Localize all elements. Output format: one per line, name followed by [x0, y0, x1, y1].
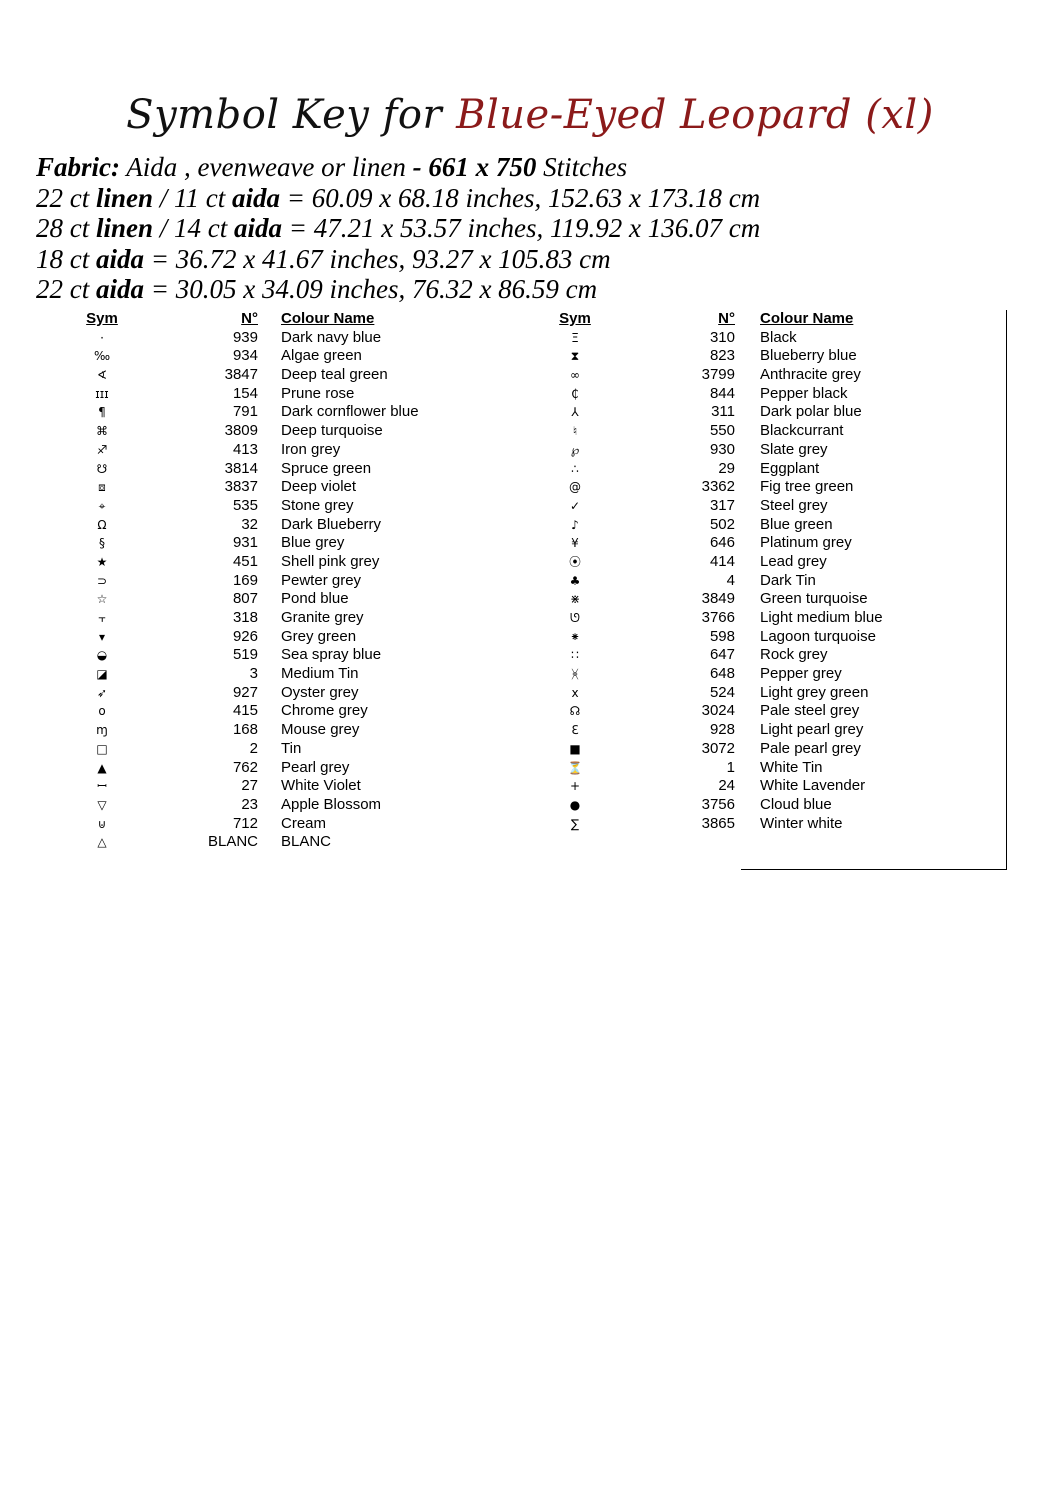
colour-name: Pale steel grey	[760, 702, 860, 720]
symbol-glyph: ℇ	[571, 723, 579, 738]
symbol-glyph: ⅄	[571, 405, 579, 420]
fabric-size-line	[36, 213, 760, 244]
thread-number: 451	[232, 552, 258, 570]
number-header: N°	[718, 310, 735, 327]
colour-name: Dark navy blue	[281, 328, 382, 346]
symbol-key-row	[0, 796, 1060, 815]
colour-name: Anthracite grey	[760, 366, 861, 384]
symbol-glyph: @	[569, 480, 581, 495]
symbol-glyph: ♪	[571, 517, 579, 532]
colour-name: Dark Blueberry	[281, 515, 382, 533]
thread-number: 930	[709, 440, 735, 458]
thread-number: 807	[232, 590, 258, 608]
thread-number: 168	[232, 721, 258, 739]
sym-header: Sym	[559, 310, 591, 327]
symbol-glyph: ᘎ	[570, 611, 580, 625]
symbol-glyph: ☋	[96, 461, 108, 476]
symbol-key-row	[0, 497, 1060, 516]
symbol-glyph: ꟷ	[97, 779, 107, 794]
fabric-size-part: 22 ct	[36, 182, 96, 213]
colour-name-header: Colour Name	[760, 310, 854, 327]
table-border-bottom	[741, 869, 1007, 870]
thread-number: 32	[241, 515, 258, 533]
fabric-size-part: = 30.05 x 34.09 inches, 76.32 x 86.59 cm	[144, 274, 598, 305]
symbol-glyph: ★	[96, 554, 108, 569]
fabric-line	[36, 152, 760, 183]
colour-name: Spruce green	[281, 459, 372, 477]
thread-number: 4	[726, 571, 735, 589]
thread-number: 169	[232, 571, 258, 589]
thread-number: 928	[709, 721, 735, 739]
symbol-glyph: ⦿	[568, 554, 581, 569]
symbol-glyph: ♮	[572, 424, 578, 439]
fabric-size-part: aida	[96, 274, 145, 305]
symbol-key-row	[0, 646, 1060, 665]
thread-number: 154	[232, 384, 258, 402]
colour-name: White Violet	[281, 777, 361, 795]
thread-number: 939	[232, 328, 258, 346]
symbol-glyph: ⧗	[570, 349, 580, 364]
thread-number: 519	[232, 646, 258, 664]
fabric-size-part: 22 ct	[36, 274, 96, 305]
symbol-key-row	[0, 702, 1060, 721]
thread-number: 23	[241, 795, 258, 813]
symbol-glyph: ¶	[98, 405, 106, 420]
table-border-right	[1006, 310, 1007, 870]
thread-number: 3766	[701, 609, 735, 626]
symbol-glyph: ⁕	[569, 629, 581, 644]
thread-number: 712	[232, 814, 258, 832]
symbol-glyph: ▽	[97, 797, 107, 812]
symbol-glyph: ♐	[96, 442, 108, 457]
symbol-glyph: ∢	[96, 368, 108, 383]
symbol-glyph: ➶	[96, 685, 108, 700]
thread-number: 844	[709, 384, 735, 402]
symbol-glyph: ●	[569, 797, 581, 812]
symbol-key-row	[0, 665, 1060, 684]
symbol-key-row	[0, 684, 1060, 703]
colour-name: Oyster grey	[281, 683, 359, 701]
symbol-key-row	[0, 422, 1060, 441]
colour-name: Light medium blue	[760, 609, 883, 626]
column-header	[0, 310, 1060, 329]
symbol-glyph: ‰	[93, 349, 111, 364]
thread-number: 3024	[701, 702, 735, 720]
thread-number: 502	[709, 515, 735, 533]
symbol-glyph: §	[99, 536, 105, 551]
fabric-size-part: 28 ct	[36, 213, 96, 244]
symbol-glyph: □	[96, 741, 108, 756]
symbol-glyph: ⏳	[567, 760, 583, 775]
colour-name: White Lavender	[760, 777, 866, 795]
symbol-glyph: ⌘	[96, 424, 108, 439]
thread-number: 524	[709, 683, 735, 701]
thread-number: 318	[232, 609, 258, 626]
symbol-glyph: ■	[569, 741, 581, 756]
fabric-size-line	[36, 183, 760, 214]
colour-name: Stone grey	[281, 496, 354, 514]
symbol-key-row	[0, 534, 1060, 553]
colour-name: Dark cornflower blue	[281, 403, 419, 421]
colour-name: Cloud blue	[760, 795, 832, 813]
size-lines	[36, 183, 760, 305]
symbol-glyph: ₵	[571, 386, 579, 401]
thread-number: 535	[232, 496, 258, 514]
symbol-key-row	[0, 609, 1060, 628]
colour-name: Blueberry blue	[760, 347, 857, 365]
colour-name: BLANC	[281, 833, 332, 851]
thread-number: 3814	[224, 459, 258, 477]
fabric-info	[36, 152, 760, 305]
thread-number: 29	[718, 459, 735, 477]
symbol-glyph: +	[569, 779, 581, 794]
thread-number: 3847	[224, 366, 258, 384]
symbol-key-row	[0, 628, 1060, 647]
symbol-glyph: ⊃	[96, 573, 108, 588]
colour-name: Deep turquoise	[281, 422, 383, 440]
fabric-size-part: 18 ct	[36, 243, 96, 274]
thread-number: 598	[709, 627, 735, 645]
right-rows	[0, 329, 1060, 834]
colour-name: Pale pearl grey	[760, 739, 861, 757]
thread-number: 3809	[224, 422, 258, 440]
thread-number: 413	[232, 440, 258, 458]
thread-number: 3849	[701, 590, 735, 608]
colour-name: Sea spray blue	[281, 646, 382, 664]
thread-number: 310	[709, 328, 735, 346]
symbol-key-row	[0, 815, 1060, 834]
symbol-key-row	[0, 590, 1060, 609]
symbol-glyph: ∑	[570, 816, 580, 831]
thread-number: 317	[709, 496, 735, 514]
colour-name: White Tin	[760, 758, 823, 776]
fabric-size-part: aida	[232, 182, 281, 213]
colour-name: Rock grey	[760, 646, 828, 664]
symbol-glyph: ☆	[96, 592, 108, 607]
symbol-key-row	[0, 740, 1060, 759]
symbol-glyph: Ω	[97, 517, 107, 532]
symbol-key-row	[0, 721, 1060, 740]
symbol-glyph: ⌖	[98, 498, 106, 513]
thread-number: 27	[241, 777, 258, 795]
fabric-size-part: aida	[234, 213, 283, 244]
colour-name: Medium Tin	[281, 665, 359, 683]
thread-number: 3865	[701, 814, 735, 832]
thread-number: 24	[718, 777, 735, 795]
thread-number: 3	[249, 665, 258, 683]
thread-number: 927	[232, 683, 258, 701]
colour-name: Pewter grey	[281, 571, 362, 589]
symbol-glyph: △	[97, 835, 107, 850]
colour-name: Pond blue	[281, 590, 349, 608]
colour-name: Chrome grey	[281, 702, 368, 720]
symbol-glyph: ⋇	[569, 592, 581, 607]
symbol-key-row	[0, 329, 1060, 348]
symbol-glyph: ♣	[569, 573, 581, 588]
colour-name: Slate grey	[760, 440, 828, 458]
symbol-key-row	[0, 759, 1060, 778]
symbol-glyph: ·	[100, 330, 104, 345]
page-title	[0, 92, 1060, 138]
colour-name: Apple Blossom	[281, 795, 382, 813]
symbol-key-row	[0, 347, 1060, 366]
symbol-glyph: ɪɪɪ	[95, 386, 109, 401]
thread-number: 926	[232, 627, 258, 645]
colour-name: Green turquoise	[760, 590, 868, 608]
symbol-key-row	[0, 385, 1060, 404]
symbol-glyph: ∷	[571, 648, 579, 663]
number-header: N°	[241, 310, 258, 327]
colour-name: Dark polar blue	[760, 403, 862, 421]
fabric-dash: -	[412, 152, 429, 182]
colour-name: Granite grey	[281, 609, 364, 626]
thread-number: 3837	[224, 478, 258, 496]
fabric-materials: Aida , evenweave or linen	[120, 152, 413, 182]
symbol-glyph: ▾	[98, 629, 106, 644]
thread-number: 762	[232, 758, 258, 776]
symbol-glyph: ∴	[571, 461, 579, 476]
symbol-glyph: Ξ	[571, 330, 579, 345]
symbol-glyph: ᚸ	[571, 667, 579, 682]
colour-name: Eggplant	[760, 459, 820, 477]
colour-name: Pearl grey	[281, 758, 350, 776]
thread-number: 311	[711, 403, 735, 421]
symbol-glyph: o	[98, 704, 106, 719]
colour-name: Platinum grey	[760, 534, 852, 552]
symbol-key-row	[0, 366, 1060, 385]
colour-name: Dark Tin	[760, 571, 816, 589]
thread-number: 3799	[701, 366, 735, 384]
symbol-glyph: ☊	[569, 704, 581, 719]
colour-name: Steel grey	[760, 496, 828, 514]
colour-name: Fig tree green	[760, 478, 854, 496]
fabric-size-part: / 14 ct	[153, 213, 235, 244]
colour-name: Light pearl grey	[760, 721, 864, 739]
thread-number: 823	[709, 347, 735, 365]
colour-name: Light grey green	[760, 683, 869, 701]
symbol-key-row	[0, 572, 1060, 591]
colour-name: Cream	[281, 814, 327, 832]
colour-name: Tin	[281, 739, 302, 757]
symbol-key-row	[0, 553, 1060, 572]
thread-number: 931	[232, 534, 258, 552]
thread-number: 3756	[701, 795, 735, 813]
symbol-key-row	[0, 403, 1060, 422]
thread-number: 3072	[701, 739, 735, 757]
fabric-size-part: linen	[96, 213, 154, 244]
symbol-key-row	[0, 460, 1060, 479]
colour-name: Deep violet	[281, 478, 357, 496]
symbol-key-row	[0, 478, 1060, 497]
thread-number: 3362	[701, 478, 735, 496]
symbol-glyph: ⧈	[98, 480, 106, 495]
thread-number: 550	[709, 422, 735, 440]
fabric-size-part: = 47.21 x 53.57 inches, 119.92 x 136.07 cm	[282, 213, 761, 244]
colour-name: Lagoon turquoise	[760, 627, 876, 645]
colour-name: Blue grey	[281, 534, 345, 552]
stitches-word: Stitches	[536, 152, 628, 182]
colour-name-header: Colour Name	[281, 310, 375, 327]
colour-name: Pepper black	[760, 384, 848, 402]
colour-name: Algae green	[281, 347, 362, 365]
symbol-glyph: ∞	[570, 368, 580, 383]
stitch-count: 661 x 750	[428, 152, 537, 182]
fabric-size-line	[36, 244, 760, 275]
colour-name: Blue green	[760, 515, 833, 533]
symbol-glyph: ɱ	[96, 723, 108, 738]
thread-number: BLANC	[207, 833, 258, 851]
colour-name: Mouse grey	[281, 721, 360, 739]
fabric-size-part: linen	[96, 182, 154, 213]
colour-name: Prune rose	[281, 384, 355, 402]
fabric-size-part: = 60.09 x 68.18 inches, 152.63 x 173.18 cm	[280, 182, 761, 213]
symbol-key-row	[0, 516, 1060, 535]
thread-number: 415	[232, 702, 258, 720]
colour-name: Shell pink grey	[281, 552, 380, 570]
thread-number: 1	[726, 758, 735, 776]
thread-number: 934	[232, 347, 258, 365]
colour-name: Winter white	[760, 814, 843, 832]
thread-number: 647	[709, 646, 735, 664]
colour-name: Blackcurrant	[760, 422, 844, 440]
fabric-size-part: / 11 ct	[153, 182, 233, 213]
colour-name: Lead grey	[760, 552, 827, 570]
colour-name: Grey green	[281, 627, 357, 645]
symbol-glyph: ◒	[96, 648, 108, 663]
symbol-glyph: ▲	[97, 760, 107, 775]
fabric-size-line	[36, 274, 760, 305]
symbol-key-right-column	[0, 310, 1060, 833]
symbol-key-row	[0, 833, 520, 852]
thread-number: 414	[709, 552, 735, 570]
symbol-glyph: ¥	[571, 536, 579, 551]
fabric-label: Fabric:	[36, 152, 120, 182]
symbol-glyph: ⫟	[98, 611, 106, 625]
sym-header: Sym	[86, 310, 118, 327]
thread-number: 791	[232, 403, 258, 421]
thread-number: 648	[709, 665, 735, 683]
colour-name: Black	[760, 328, 797, 346]
symbol-glyph: x	[571, 685, 579, 700]
symbol-glyph: ✓	[569, 498, 581, 513]
symbol-glyph: ℘	[570, 442, 580, 457]
symbol-glyph: ◪	[96, 667, 108, 682]
fabric-size-part: = 36.72 x 41.67 inches, 93.27 x 105.83 cm	[144, 243, 611, 274]
thread-number: 2	[249, 739, 258, 757]
symbol-key-row	[0, 441, 1060, 460]
symbol-key-row	[0, 777, 1060, 796]
colour-name: Deep teal green	[281, 366, 388, 384]
colour-name: Iron grey	[281, 440, 341, 458]
title-prefix: Symbol Key for	[126, 92, 443, 138]
fabric-size-part: aida	[96, 243, 145, 274]
colour-name: Pepper grey	[760, 665, 842, 683]
thread-number: 646	[709, 534, 735, 552]
symbol-glyph: ⊍	[97, 816, 107, 831]
pattern-name: Blue-Eyed Leopard (xl)	[456, 92, 934, 138]
